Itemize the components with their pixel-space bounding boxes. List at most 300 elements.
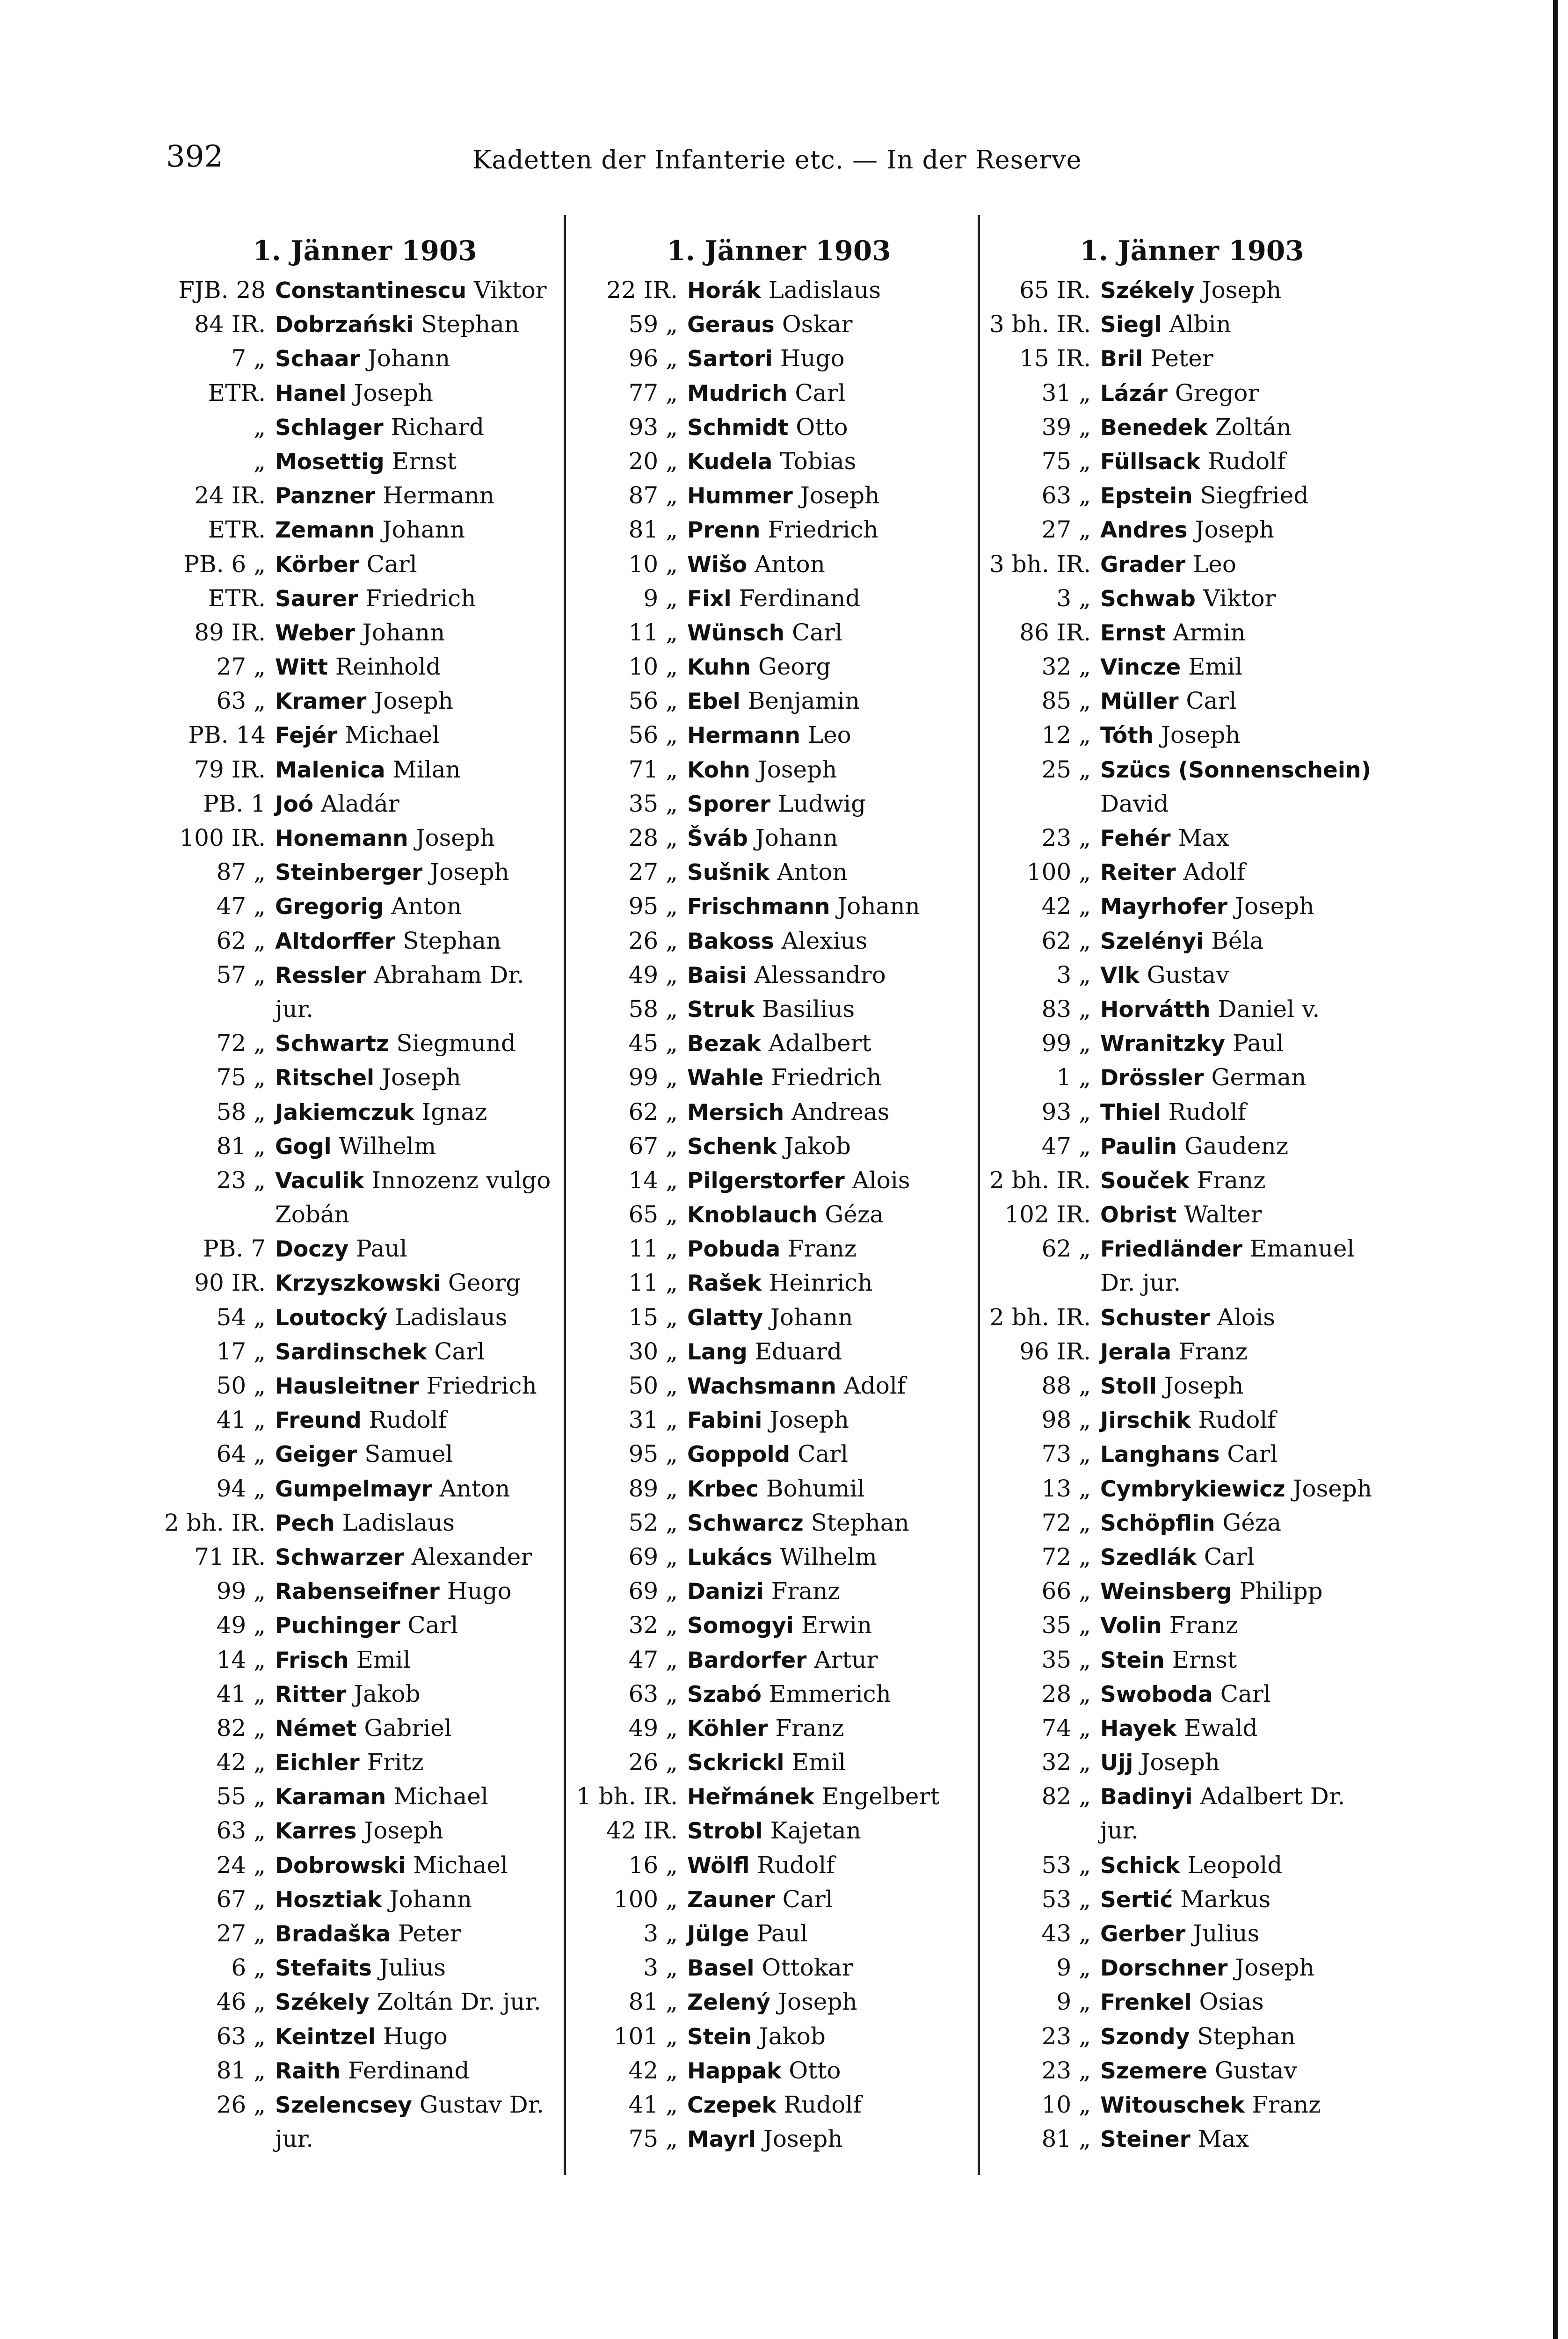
- person-name: [272, 1951, 446, 1985]
- surname: Langhans: [1100, 1442, 1220, 1468]
- unit-designation: 1 bh. IR.: [576, 1783, 678, 1810]
- unit-designation: 81 „: [1041, 2125, 1091, 2153]
- surname: Mudrich: [687, 380, 788, 407]
- list-item: [154, 684, 575, 718]
- surname: Stefaits: [275, 1955, 372, 1982]
- unit-designation: 71 IR.: [194, 1543, 266, 1570]
- given-name: Fritz: [359, 1749, 424, 1776]
- unit-designation: 81 „: [628, 1988, 678, 2016]
- surname: Ujj: [1100, 1750, 1133, 1776]
- surname: Struk: [687, 996, 755, 1023]
- surname: Wišo: [687, 552, 748, 578]
- list-item: [981, 1369, 1402, 1403]
- person-name: [272, 1882, 472, 1917]
- surname: Freund: [275, 1408, 362, 1434]
- person-name: [272, 889, 462, 923]
- given-name: Joseph: [762, 1406, 849, 1434]
- given-name: Joseph: [408, 824, 495, 851]
- surname: Andres: [1100, 517, 1188, 544]
- surname: Kramer: [275, 689, 367, 715]
- surname: Dorschner: [1100, 1955, 1228, 1982]
- surname: Mayrhofer: [1100, 894, 1228, 920]
- column-3: [981, 228, 1402, 2156]
- unit-designation: 63 „: [216, 687, 266, 715]
- surname: Epstein: [1100, 483, 1193, 509]
- surname: Steiner: [1100, 2127, 1191, 2153]
- surname: Schwarzer: [275, 1544, 404, 1570]
- given-name: Oskar: [774, 311, 853, 338]
- given-name: Johann: [762, 1303, 853, 1331]
- person-name: [1097, 1506, 1281, 1540]
- list-item: [568, 1506, 989, 1540]
- person-name: [272, 1232, 407, 1266]
- given-name: Ladislaus: [387, 1303, 508, 1331]
- given-name: Wilhelm: [772, 1543, 877, 1570]
- unit-designation: 9 „: [1056, 1988, 1091, 2016]
- list-item: [981, 684, 1402, 718]
- person-name: [1097, 410, 1292, 444]
- list-item: [568, 1163, 989, 1198]
- person-name: [684, 376, 845, 410]
- person-name: [272, 616, 445, 650]
- list-item: [568, 616, 989, 650]
- running-head: Kadetten der Infanterie etc. — In der Reserve: [472, 145, 1082, 174]
- list-item: [981, 581, 1402, 616]
- unit-designation: 3 bh. IR.: [989, 311, 1091, 338]
- person-name: [1097, 1985, 1264, 2019]
- list-item: [154, 1745, 575, 1780]
- person-name: [1097, 958, 1229, 992]
- given-name: Julius: [1185, 1920, 1260, 1947]
- surname: Szedlák: [1100, 1544, 1197, 1570]
- unit-designation: 66 „: [1041, 1577, 1091, 1605]
- person-name: [1097, 1266, 1181, 1300]
- list-item: [568, 547, 989, 581]
- unit-designation: 89 IR.: [194, 618, 266, 646]
- unit-designation: 42 „: [628, 2056, 678, 2084]
- given-name: Joseph: [755, 2125, 843, 2153]
- given-name: jur.: [275, 2125, 314, 2153]
- list-item: [981, 753, 1402, 787]
- unit-designation: 71 „: [628, 755, 678, 783]
- given-name: Zoltán: [1207, 413, 1292, 441]
- list-item: [981, 2088, 1402, 2122]
- list-item: [981, 1711, 1402, 1745]
- person-name: [1097, 1163, 1265, 1198]
- surname: Székely: [1100, 278, 1195, 304]
- unit-designation: 53 „: [1041, 1851, 1091, 1879]
- surname: Zauner: [687, 1887, 775, 1913]
- given-name: Walter: [1176, 1201, 1262, 1228]
- given-name: David: [1100, 790, 1169, 817]
- given-name: Franz: [768, 1714, 844, 1742]
- column-heading: 1. Jänner 1903: [1080, 235, 1304, 267]
- given-name: Georg: [750, 653, 831, 681]
- surname: Kuhn: [687, 654, 751, 681]
- given-name: Zoltán Dr. jur.: [369, 1988, 541, 2016]
- surname: Schick: [1100, 1852, 1180, 1879]
- list-item: [568, 958, 989, 992]
- surname: Happak: [687, 2058, 782, 2084]
- person-name: [1097, 2122, 1249, 2156]
- person-name: [684, 1540, 877, 1574]
- list-item: [981, 341, 1402, 376]
- given-name: Kajetan: [762, 1817, 861, 1845]
- person-name: [272, 1369, 537, 1403]
- surname: Bardorfer: [687, 1647, 807, 1673]
- list-item: [568, 1198, 989, 1232]
- unit-designation: 32 „: [1041, 653, 1091, 681]
- person-name: [684, 1300, 853, 1335]
- surname: Wünsch: [687, 620, 785, 646]
- given-name: Friedrich: [763, 1064, 882, 1091]
- given-name: Rudolf: [361, 1406, 447, 1434]
- list-item: [154, 1266, 575, 1300]
- person-name: [272, 650, 441, 684]
- entry-list: [154, 273, 575, 2156]
- given-name: Joseph: [346, 379, 433, 407]
- list-item: [154, 1026, 575, 1061]
- person-name: [1097, 650, 1242, 684]
- surname: Puchinger: [275, 1613, 400, 1639]
- surname: Bradaška: [275, 1921, 391, 1947]
- given-name: Stephan: [1190, 2022, 1296, 2050]
- surname: Müller: [1100, 689, 1179, 715]
- list-item: [154, 547, 575, 581]
- unit-designation: 50 „: [628, 1372, 678, 1399]
- unit-designation: 84 IR.: [194, 311, 266, 338]
- list-item: [981, 2054, 1402, 2088]
- unit-designation: 41 „: [628, 2091, 678, 2118]
- surname: Panzner: [275, 483, 376, 509]
- list-item: [568, 1266, 989, 1300]
- person-name: [684, 1951, 853, 1985]
- person-name: [272, 1095, 487, 1129]
- list-item: [981, 1095, 1402, 1129]
- list-item: [568, 1026, 989, 1061]
- unit-designation: 32 „: [1041, 1749, 1091, 1776]
- given-name: Benjamin: [740, 687, 860, 715]
- person-name: [272, 1300, 507, 1335]
- given-name: Carl: [775, 1885, 833, 1913]
- person-name: [1097, 821, 1229, 855]
- surname: Benedek: [1100, 414, 1208, 441]
- unit-designation: ETR.: [208, 379, 266, 407]
- unit-designation: 15 „: [628, 1303, 678, 1331]
- person-name: [1097, 992, 1320, 1026]
- given-name: Markus: [1173, 1885, 1271, 1913]
- given-name: Innozenz vulgo: [364, 1166, 551, 1194]
- person-name: [1097, 1540, 1255, 1574]
- given-name: Peter: [391, 1920, 461, 1947]
- given-name: Joseph: [792, 482, 880, 509]
- surname: Frenkel: [1100, 1990, 1192, 2016]
- person-name: [1097, 616, 1246, 650]
- list-item: [568, 1677, 989, 1711]
- unit-designation: 20 „: [628, 447, 678, 475]
- unit-designation: 27 „: [216, 653, 266, 681]
- surname: Kohn: [687, 757, 750, 783]
- unit-designation: 27 „: [1041, 516, 1091, 544]
- person-name: [272, 1198, 349, 1232]
- surname: Hermann: [687, 723, 800, 749]
- unit-designation: PB. 14: [188, 721, 266, 749]
- list-item: [154, 1198, 575, 1232]
- given-name: Wilhelm: [331, 1132, 436, 1160]
- given-name: Julius: [371, 1954, 446, 1982]
- surname: Lázár: [1100, 380, 1168, 407]
- person-name: [684, 1917, 808, 1951]
- given-name: Ladislaus: [334, 1509, 455, 1536]
- surname: Friedländer: [1100, 1236, 1242, 1263]
- person-name: [684, 1437, 848, 1471]
- unit-designation: 62 „: [1041, 927, 1091, 954]
- given-name: Alois: [1210, 1303, 1275, 1331]
- given-name: Paul: [1225, 1030, 1284, 1057]
- person-name: [684, 307, 852, 341]
- surname: Cymbrykiewicz: [1100, 1476, 1285, 1502]
- person-name: [684, 513, 878, 547]
- given-name: Ferdinand: [340, 2056, 470, 2084]
- surname: Pobuda: [687, 1236, 781, 1263]
- person-name: [684, 1163, 910, 1198]
- given-name: Joseph: [750, 755, 837, 783]
- surname: Wranitzky: [1100, 1031, 1226, 1057]
- list-item: [981, 889, 1402, 923]
- given-name: Reinhold: [327, 653, 441, 681]
- given-name: Max: [1170, 824, 1229, 851]
- unit-designation: [154, 992, 272, 1026]
- surname: Keintzel: [275, 2024, 376, 2050]
- unit-designation: 93 „: [1041, 1098, 1091, 1126]
- surname: Basel: [687, 1955, 755, 1982]
- surname: Paulin: [1100, 1133, 1177, 1160]
- list-item: [568, 1300, 989, 1335]
- given-name: Artur: [806, 1646, 878, 1673]
- given-name: Erwin: [793, 1612, 872, 1639]
- list-item: [981, 1848, 1402, 1882]
- list-item: [981, 1061, 1402, 1095]
- unit-designation: 10 „: [1041, 2091, 1091, 2118]
- given-name: Franz: [763, 1577, 840, 1605]
- list-item: [981, 1403, 1402, 1437]
- given-name: Jakob: [777, 1132, 851, 1160]
- unit-designation: 6 „: [231, 1954, 266, 1982]
- list-item: [981, 1985, 1402, 2019]
- given-name: Leopold: [1180, 1851, 1283, 1879]
- surname: Ritter: [275, 1681, 347, 1707]
- surname: Szelencsey: [275, 2092, 412, 2118]
- person-name: [272, 1129, 436, 1163]
- surname: Reiter: [1100, 860, 1176, 886]
- surname: Schwarcz: [687, 1510, 804, 1536]
- surname: Doczy: [275, 1236, 349, 1263]
- unit-designation: 49 „: [628, 1714, 678, 1742]
- surname: Thiel: [1100, 1099, 1161, 1126]
- surname: Pilgerstorfer: [687, 1168, 845, 1194]
- list-item: [981, 1163, 1402, 1198]
- given-name: Armin: [1165, 618, 1246, 646]
- person-name: [1097, 1677, 1271, 1711]
- person-name: [684, 2088, 862, 2122]
- unit-designation: 42 „: [1041, 893, 1091, 920]
- given-name: Joseph: [1133, 1749, 1220, 1776]
- surname: Witouschek: [1100, 2092, 1245, 2118]
- list-item: [568, 1848, 989, 1882]
- surname: Tóth: [1100, 723, 1154, 749]
- unit-designation: 73 „: [1041, 1440, 1091, 1468]
- surname: Mosettig: [275, 449, 385, 475]
- person-name: [1097, 1198, 1262, 1232]
- given-name: Joseph: [366, 687, 453, 715]
- given-name: Joseph: [1194, 276, 1282, 304]
- given-name: Leo: [800, 721, 851, 749]
- list-item: [981, 718, 1402, 752]
- person-name: [272, 1472, 510, 1506]
- unit-designation: 35 „: [1041, 1612, 1091, 1639]
- list-item: [568, 1985, 989, 2019]
- surname: Šváb: [687, 826, 748, 851]
- surname: Gregorig: [275, 894, 384, 920]
- entry-list: [981, 273, 1402, 2156]
- unit-designation: 26 „: [216, 2091, 266, 2118]
- person-name: [684, 341, 845, 376]
- unit-designation: 81 „: [628, 516, 678, 544]
- list-item: [568, 1882, 989, 1917]
- person-name: [272, 958, 524, 992]
- list-item: [568, 787, 989, 821]
- list-item: [981, 616, 1402, 650]
- unit-designation: 2 bh. IR.: [164, 1509, 266, 1536]
- given-name: Hugo: [375, 2022, 448, 2050]
- unit-designation: 63 „: [628, 1680, 678, 1707]
- unit-designation: 64 „: [216, 1440, 266, 1468]
- list-item: [568, 992, 989, 1026]
- unit-designation: 90 IR.: [194, 1269, 266, 1297]
- surname: Schwab: [1100, 586, 1196, 612]
- given-name: Emil: [348, 1646, 411, 1673]
- person-name: [272, 513, 465, 547]
- surname: Badinyi: [1100, 1784, 1193, 1810]
- surname: Sertić: [1100, 1887, 1173, 1913]
- person-name: [684, 1574, 840, 1608]
- unit-designation: 77 „: [628, 379, 678, 407]
- given-name: Joseph: [1227, 893, 1314, 920]
- column-heading: 1. Jänner 1903: [667, 235, 891, 267]
- person-name: [684, 958, 886, 992]
- column-2: [568, 228, 989, 2156]
- unit-designation: 55 „: [216, 1783, 266, 1810]
- unit-designation: 86 IR.: [1019, 618, 1091, 646]
- list-item: [154, 650, 575, 684]
- person-name: [684, 821, 838, 855]
- list-item: [154, 341, 575, 376]
- given-name: Carl: [1212, 1680, 1271, 1707]
- list-item: [568, 753, 989, 787]
- unit-designation: 7 „: [231, 345, 266, 372]
- person-name: [1097, 307, 1231, 341]
- list-item: [154, 2019, 575, 2054]
- surname: Jülge: [687, 1921, 749, 1947]
- list-item: [154, 1232, 575, 1266]
- list-item: [568, 855, 989, 889]
- surname: Zemann: [275, 517, 375, 544]
- list-item: [154, 1574, 575, 1608]
- unit-designation: 62 „: [1041, 1235, 1091, 1263]
- person-name: [1097, 1917, 1259, 1951]
- person-name: [1097, 513, 1274, 547]
- unit-designation: 1 „: [1056, 1064, 1091, 1091]
- person-name: [272, 1403, 447, 1437]
- surname: Stoll: [1100, 1373, 1157, 1399]
- given-name: Anton: [384, 893, 462, 920]
- surname: Sporer: [687, 791, 771, 817]
- person-name: [1097, 581, 1276, 616]
- surname: Bril: [1100, 346, 1143, 372]
- unit-designation: 27 „: [628, 858, 678, 886]
- person-name: [1097, 1643, 1237, 1677]
- unit-designation: 58 „: [628, 995, 678, 1023]
- list-item: [568, 1472, 989, 1506]
- person-name: [272, 444, 457, 479]
- unit-designation: 63 „: [216, 2022, 266, 2050]
- list-item: [154, 1677, 575, 1711]
- page-number: 392: [166, 139, 224, 174]
- person-name: [684, 1335, 842, 1369]
- surname: Jakiemczuk: [275, 1099, 414, 1126]
- surname: Swoboda: [1100, 1681, 1213, 1707]
- unit-designation: 13 „: [1041, 1475, 1091, 1502]
- unit-designation: 99 „: [216, 1577, 266, 1605]
- surname: Hausleitner: [275, 1373, 419, 1399]
- given-name: Anton: [769, 858, 848, 886]
- unit-designation: 100 „: [1026, 858, 1091, 886]
- person-name: [1097, 1711, 1257, 1745]
- given-name: Friedrich: [760, 516, 878, 544]
- unit-designation: 98 „: [1041, 1406, 1091, 1434]
- person-name: [272, 547, 417, 581]
- person-name: [684, 753, 837, 787]
- surname: Danizi: [687, 1579, 764, 1605]
- unit-designation: 10 „: [628, 653, 678, 681]
- list-item: [568, 684, 989, 718]
- person-name: [272, 787, 399, 821]
- surname: Wölfl: [687, 1852, 750, 1879]
- given-name: Stephan: [395, 927, 501, 954]
- surname: Karaman: [275, 1784, 386, 1810]
- list-item: [568, 1814, 989, 1848]
- unit-designation: „: [254, 413, 266, 441]
- unit-designation: 102 IR.: [1004, 1201, 1091, 1228]
- given-name: Paul: [348, 1235, 407, 1263]
- unit-designation: 3 „: [643, 1920, 678, 1947]
- surname: Fejér: [275, 723, 338, 749]
- surname: Sardinschek: [275, 1339, 427, 1365]
- unit-designation: PB. 7: [203, 1235, 266, 1263]
- surname: Körber: [275, 552, 359, 578]
- person-name: [684, 1745, 846, 1780]
- given-name: Otto: [788, 413, 848, 441]
- person-name: [272, 855, 509, 889]
- person-name: [684, 1232, 857, 1266]
- unit-designation: 94 „: [216, 1475, 266, 1502]
- surname: Stein: [687, 2024, 752, 2050]
- given-name: Joseph: [422, 858, 509, 886]
- person-name: [684, 855, 848, 889]
- list-item: [568, 2054, 989, 2088]
- given-name: Carl: [427, 1337, 485, 1365]
- list-item: [568, 341, 989, 376]
